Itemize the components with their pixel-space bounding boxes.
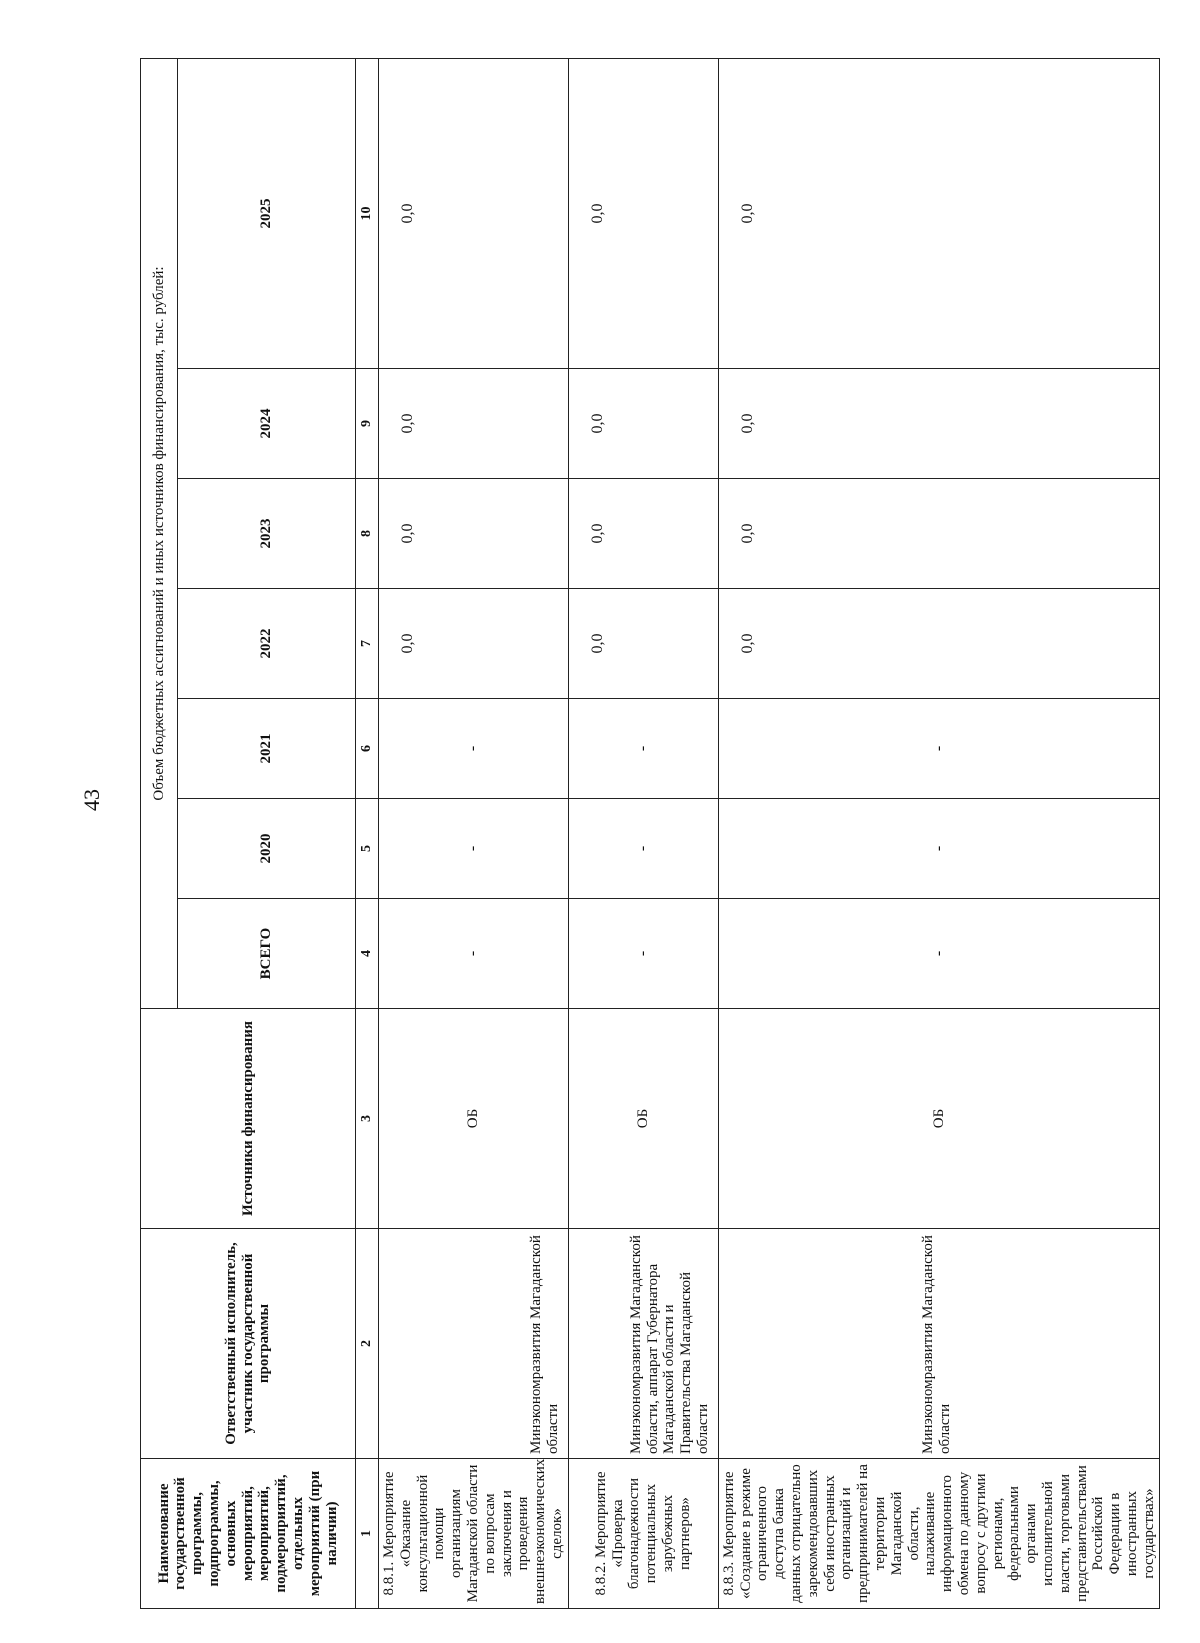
row-value: 0,0 xyxy=(718,589,1160,699)
row-value: - xyxy=(718,699,1160,799)
row-value: 0,0 xyxy=(568,589,718,699)
column-number: 1 xyxy=(356,1459,379,1609)
column-number: 9 xyxy=(356,369,379,479)
row-value: - xyxy=(568,899,718,1009)
column-numbers-row xyxy=(356,59,379,1609)
header-volume: Объем бюджетных ассигнований и иных источников финансирования, тыс. рублей: xyxy=(141,59,178,1009)
financing-table xyxy=(140,58,1160,1609)
row-value: - xyxy=(379,899,569,1009)
row-value: 0,0 xyxy=(568,59,718,369)
table-row xyxy=(379,59,569,1609)
column-number: 3 xyxy=(356,1009,379,1229)
header-year: ВСЕГО xyxy=(178,899,356,1009)
row-value: 0,0 xyxy=(379,479,569,589)
table-row xyxy=(568,59,718,1609)
header-year: 2021 xyxy=(178,699,356,799)
row-name: 8.8.2. Мероприятие «Проверка благонадежности потенциальных зарубежных партнеров» xyxy=(568,1459,718,1609)
table-header-row xyxy=(141,59,178,1609)
row-value: - xyxy=(718,899,1160,1009)
row-responsible: Минэкономразвития Магаданской области xyxy=(379,1229,569,1459)
row-value: 0,0 xyxy=(568,369,718,479)
header-name: Наименование государственной программы, подпрограммы, основных мероприятий, мероприятий, подмероприятий, отдельных мероприятий (при наличии) xyxy=(141,1459,356,1609)
row-value: 0,0 xyxy=(379,369,569,479)
row-responsible: Минэкономразвития Магаданской области xyxy=(718,1229,1160,1459)
row-name: 8.8.1. Мероприятие «Оказание консультационной помощи организациям Магаданской области по вопросам заключения и проведения внешнеэкономических сделок» xyxy=(379,1459,569,1609)
header-year: 2025 xyxy=(178,59,356,369)
column-number: 4 xyxy=(356,899,379,1009)
row-source: ОБ xyxy=(379,1009,569,1229)
header-year: 2023 xyxy=(178,479,356,589)
column-number: 10 xyxy=(356,59,379,369)
header-year: 2022 xyxy=(178,589,356,699)
header-source: Источники финансирования xyxy=(141,1009,356,1229)
financing-table-wrapper xyxy=(140,59,1157,1609)
column-number: 8 xyxy=(356,479,379,589)
row-value: - xyxy=(568,799,718,899)
header-year: 2024 xyxy=(178,369,356,479)
row-value: 0,0 xyxy=(718,369,1160,479)
row-value: 0,0 xyxy=(568,479,718,589)
row-value: 0,0 xyxy=(718,479,1160,589)
header-year: 2020 xyxy=(178,799,356,899)
page-number: 43 xyxy=(79,789,104,811)
column-number: 2 xyxy=(356,1229,379,1459)
row-value: - xyxy=(379,699,569,799)
row-value: - xyxy=(718,799,1160,899)
row-name: 8.8.3. Мероприятие «Создание в режиме ограниченного доступа банка данных отрицательно зарекомендовавших себя иностранных организаций и предпринимателей на территории Магаданской области, налаживание информационного обмена по данному вопросу с другими регионами, федеральными органами исполнительной власти, торговыми представительствами Российской Федерации в иностранных государствах» xyxy=(718,1459,1160,1609)
table-row xyxy=(718,59,1160,1609)
row-value: 0,0 xyxy=(379,59,569,369)
row-responsible: Минэкономразвития Магаданской области, аппарат Губернатора Магаданской области и Правительства Магаданской области xyxy=(568,1229,718,1459)
header-responsible: Ответственный исполнитель, участник государственной программы xyxy=(141,1229,356,1459)
column-number: 7 xyxy=(356,589,379,699)
column-number: 5 xyxy=(356,799,379,899)
row-value: 0,0 xyxy=(379,589,569,699)
row-source: ОБ xyxy=(568,1009,718,1229)
row-value: - xyxy=(379,799,569,899)
row-value: 0,0 xyxy=(718,59,1160,369)
column-number: 6 xyxy=(356,699,379,799)
row-source: ОБ xyxy=(718,1009,1160,1229)
row-value: - xyxy=(568,699,718,799)
